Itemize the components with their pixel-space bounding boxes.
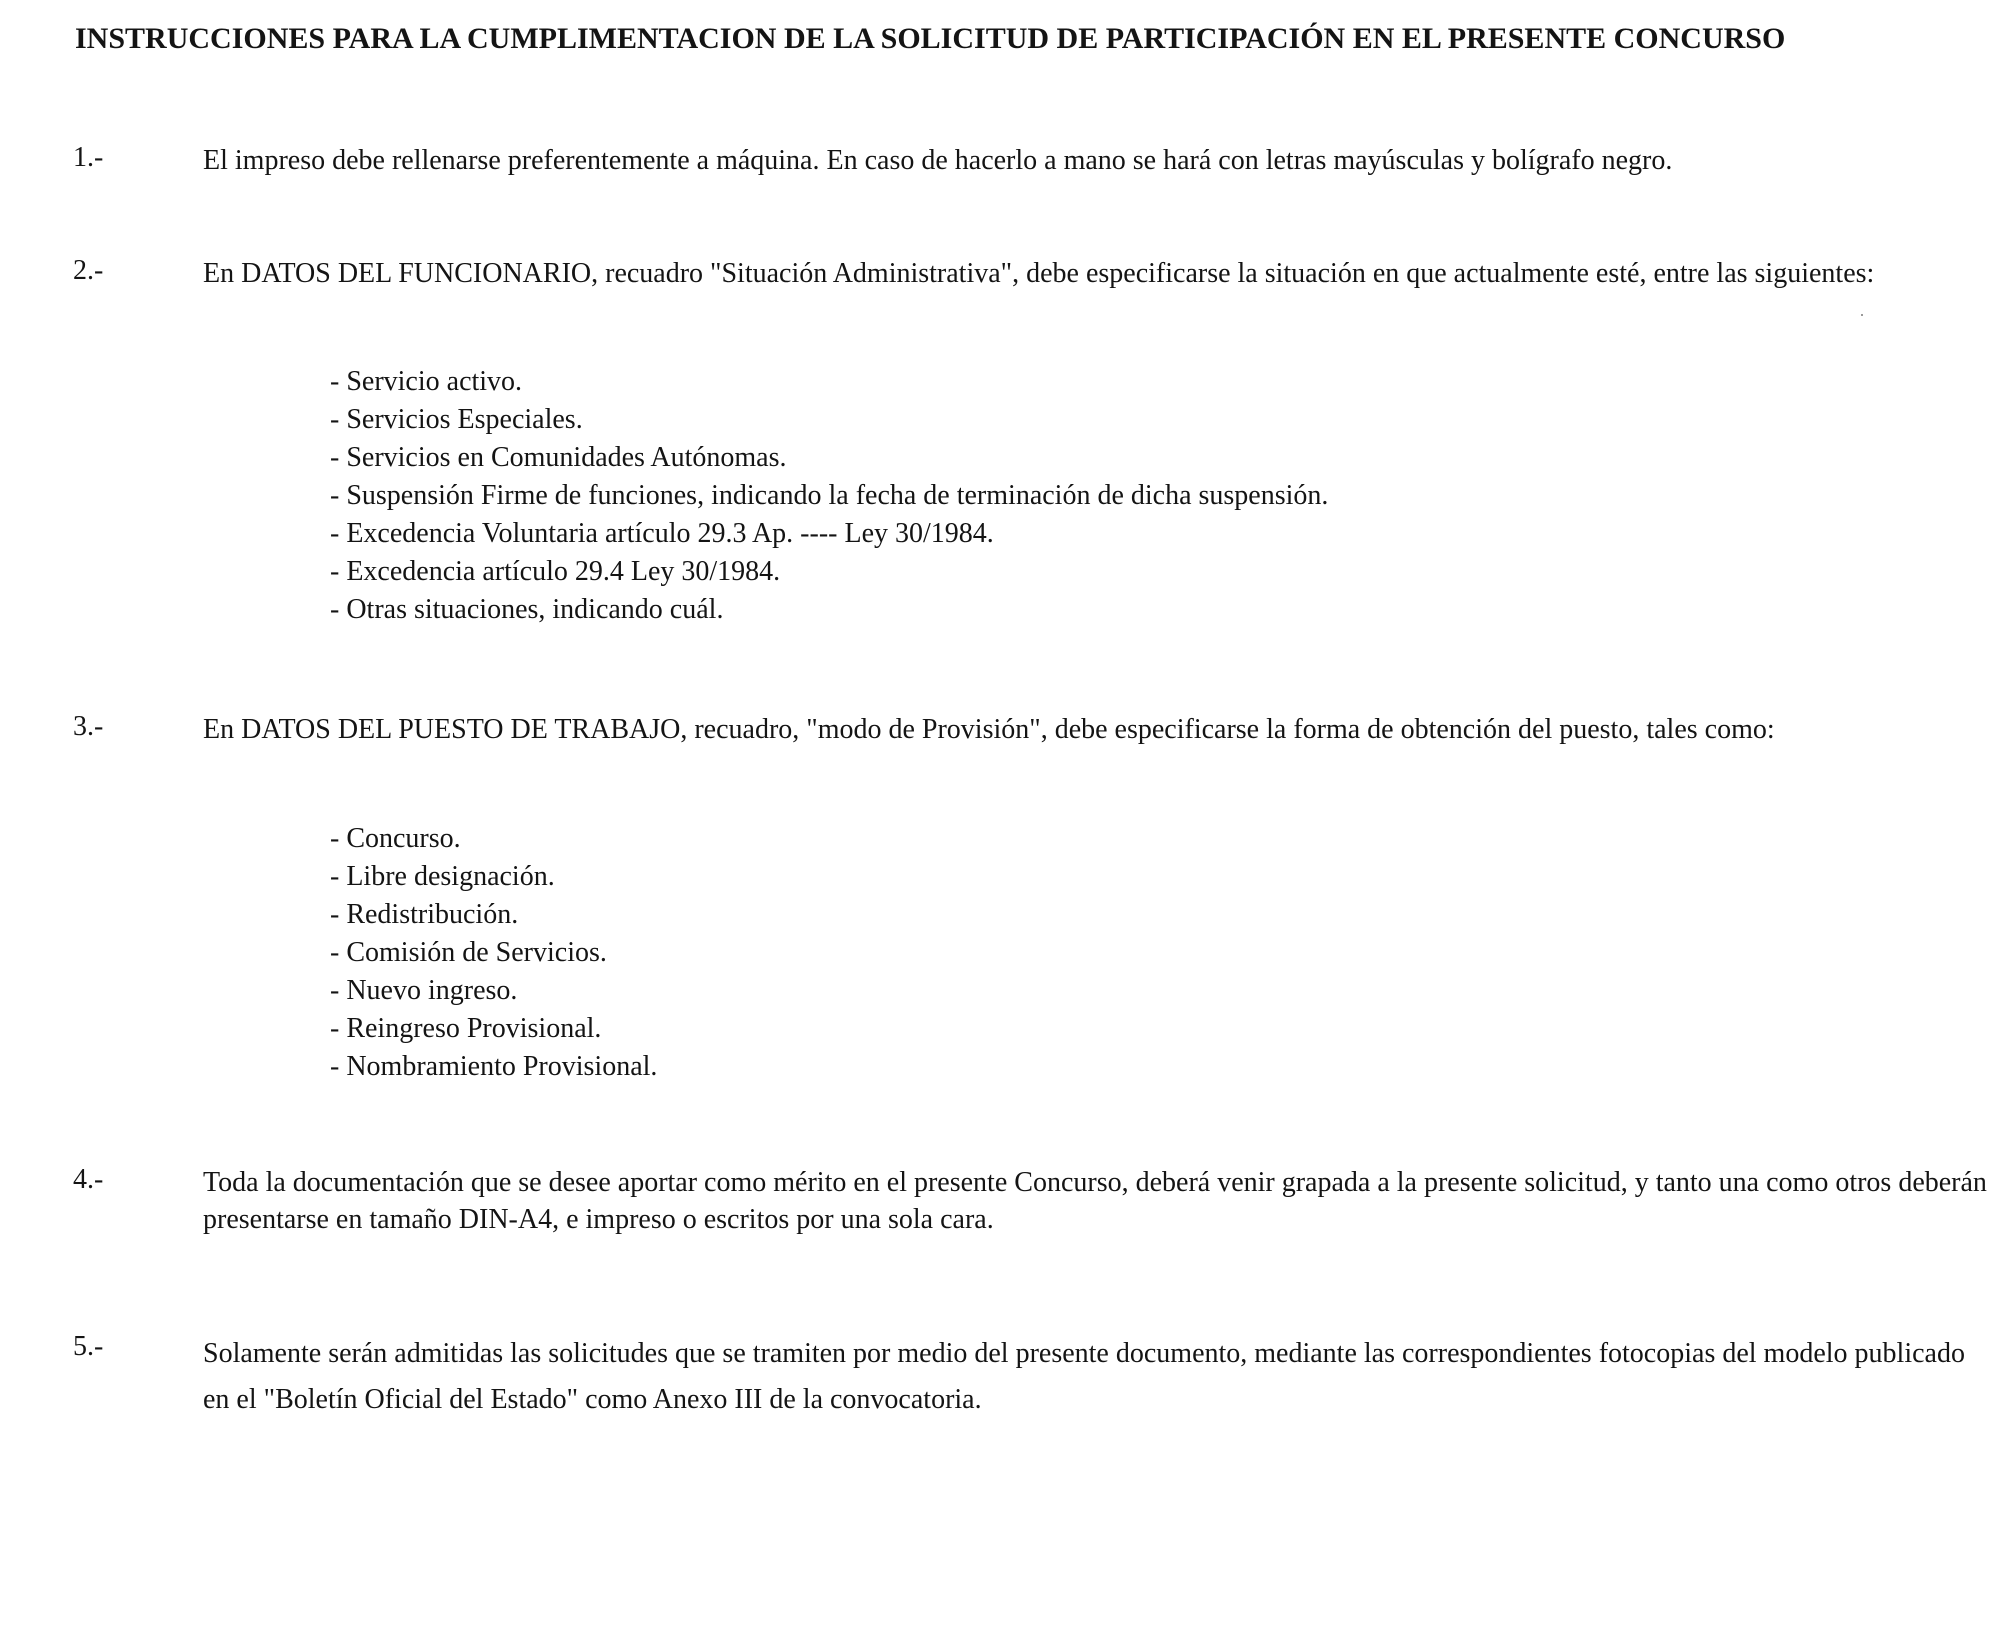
list-item: - Servicios Especiales. (330, 401, 1328, 439)
item-number: 1.- (73, 142, 104, 173)
item-text: Solamente serán admitidas las solicitudes que se tramiten por medio del presente documento, mediante las correspondientes fotocopias del modelo publicado en el "Boletín Oficial del Estado" como Anexo III de la convocatoria. (203, 1338, 1965, 1415)
scan-speck (1861, 314, 1863, 316)
list-item: - Redistribución. (330, 896, 657, 934)
list-item: - Servicio activo. (330, 363, 1328, 401)
list-item: - Excedencia artículo 29.4 Ley 30/1984. (330, 553, 1328, 591)
item-number: 3.- (73, 711, 104, 742)
list-item: - Reingreso Provisional. (330, 1010, 657, 1048)
list-item: - Nombramiento Provisional. (330, 1048, 657, 1086)
item-number: 2.- (73, 255, 104, 286)
list-item: - Libre designación. (330, 858, 657, 896)
item-number: 5.- (73, 1331, 104, 1362)
list-item: - Servicios en Comunidades Autónomas. (330, 439, 1328, 477)
item-number: 4.- (73, 1164, 104, 1195)
item-text: En DATOS DEL FUNCIONARIO, recuadro "Situación Administrativa", debe especificarse la situación en que actualmente esté, entre las siguientes: (203, 258, 1875, 289)
page-title: INSTRUCCIONES PARA LA CUMPLIMENTACION DE LA SOLICITUD DE PARTICIPACIÓN EN EL PRESENTE CONCURSO (75, 22, 1786, 55)
item-text: En DATOS DEL PUESTO DE TRABAJO, recuadro, "modo de Provisión", debe especificarse la forma de obtención del puesto, tales como: (203, 714, 1775, 745)
list-item: - Concurso. (330, 820, 657, 858)
list-item: - Excedencia Voluntaria artículo 29.3 Ap. ---- Ley 30/1984. (330, 515, 1328, 553)
situation-list (330, 363, 1328, 629)
list-item: - Suspensión Firme de funciones, indicando la fecha de terminación de dicha suspensión. (330, 477, 1328, 515)
list-item: - Otras situaciones, indicando cuál. (330, 591, 1328, 629)
list-item: - Comisión de Servicios. (330, 934, 657, 972)
item-text: Toda la documentación que se desee aportar como mérito en el presente Concurso, deberá venir grapada a la presente solicitud, y tanto una como otros deberán presentarse en tamaño DIN-A4, e impreso o escritos por una sola cara. (203, 1167, 1987, 1235)
item-text: El impreso debe rellenarse preferentemente a máquina. En caso de hacerlo a mano se hará con letras mayúsculas y bolígrafo negro. (203, 145, 1673, 176)
provision-list (330, 820, 657, 1086)
list-item: - Nuevo ingreso. (330, 972, 657, 1010)
